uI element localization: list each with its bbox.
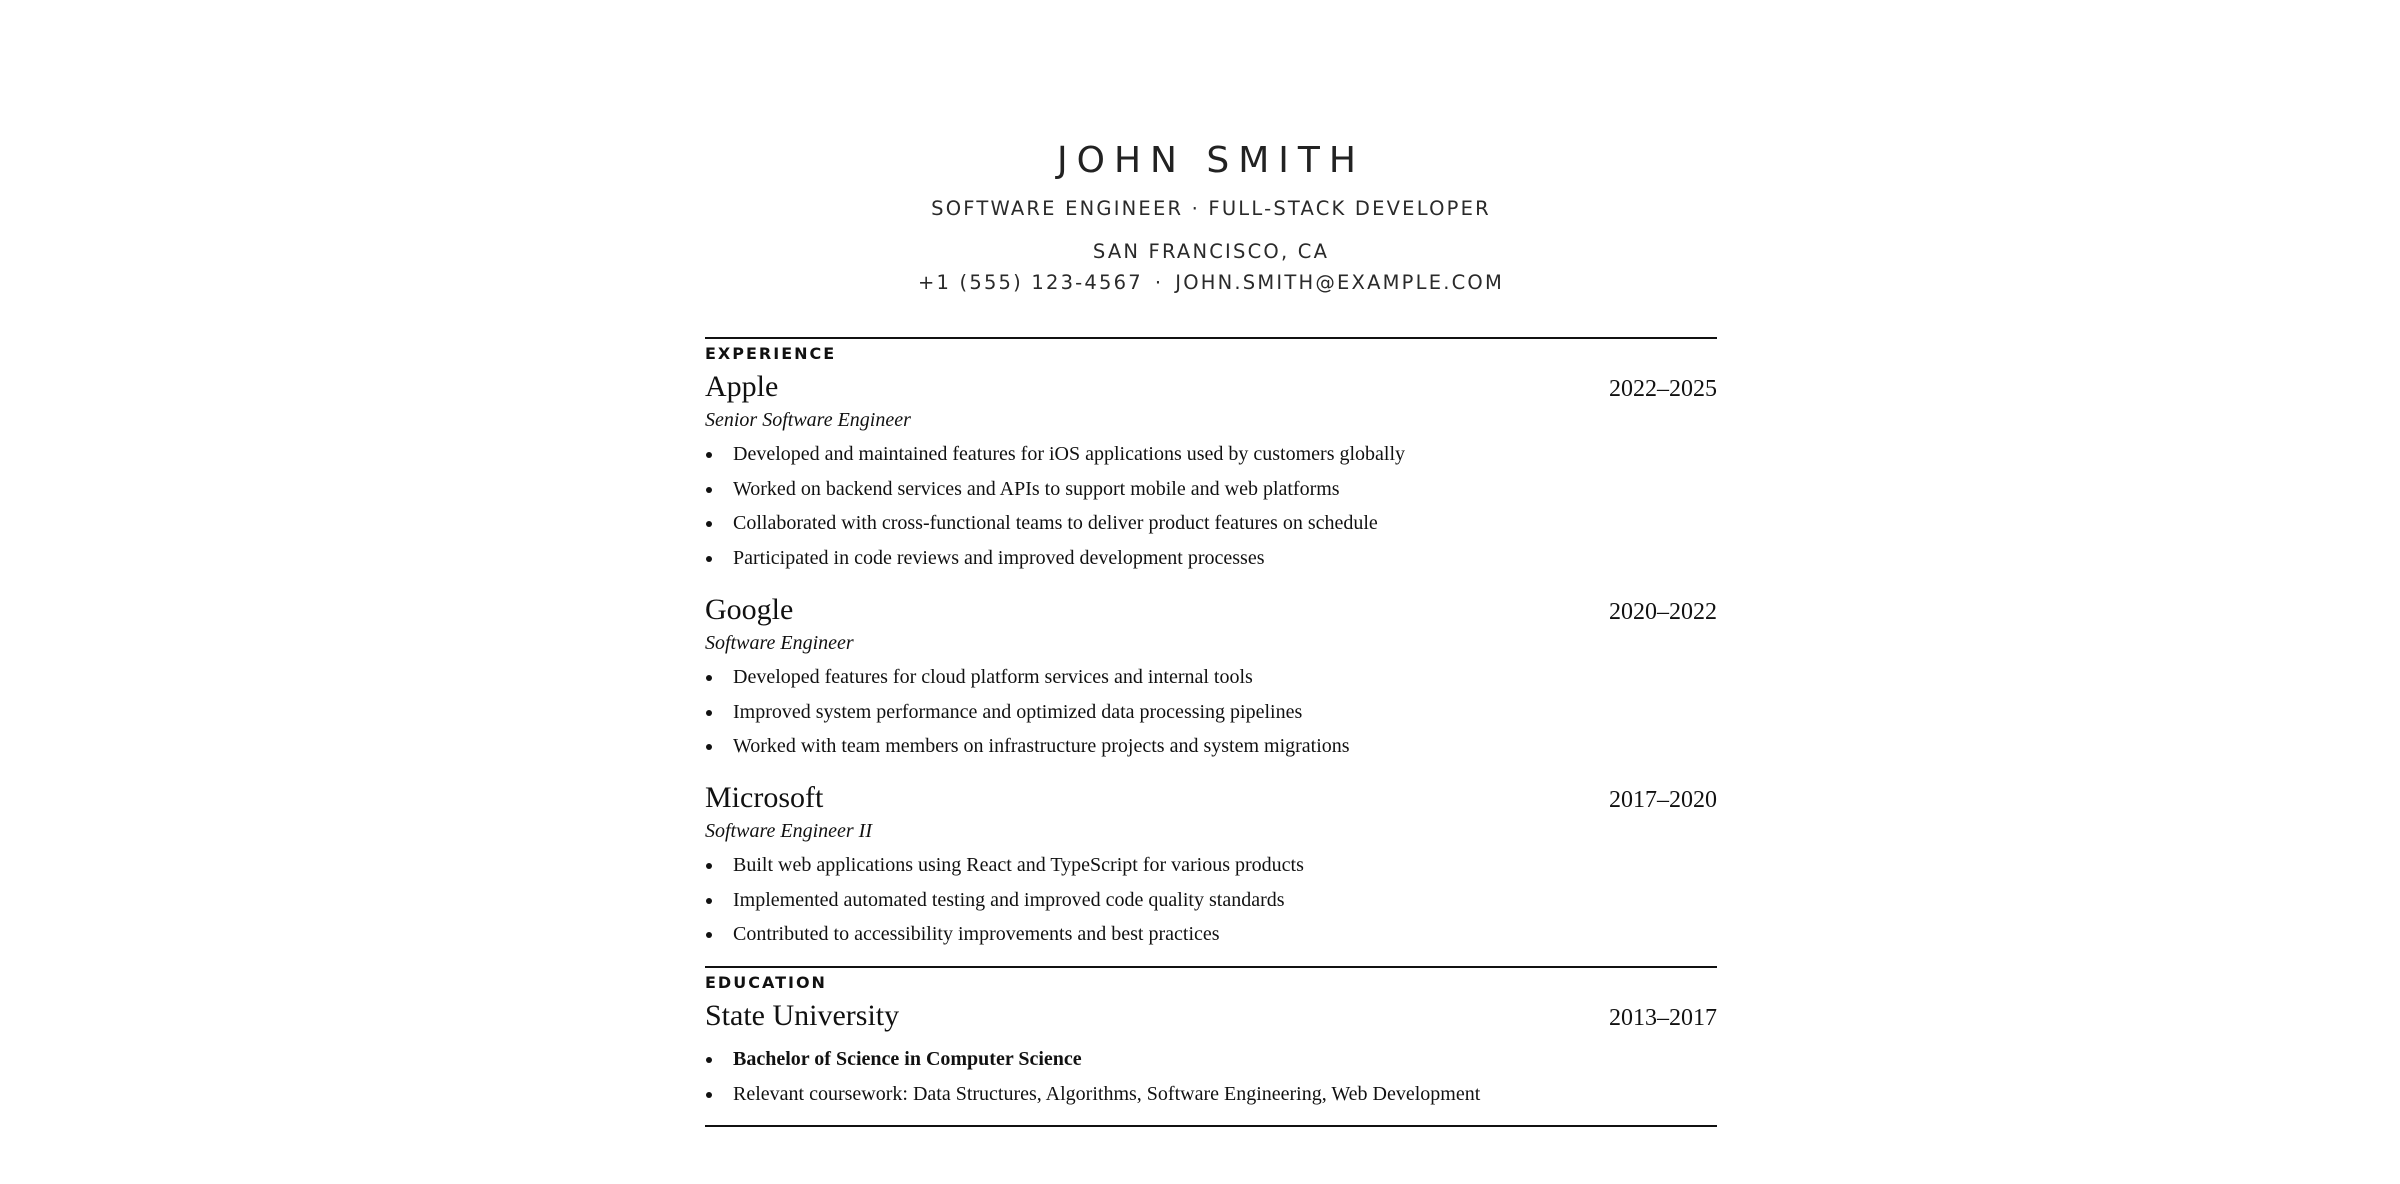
job-dates: 2017–2020 [1609, 786, 1717, 813]
phone-number: +1 (555) 123-4567 [917, 271, 1143, 294]
job-dates: 2020–2022 [1609, 598, 1717, 625]
candidate-location: SAN FRANCISCO, CA [1092, 240, 1330, 263]
contact-line [705, 270, 1717, 296]
resume-page [705, 0, 1717, 1127]
job-bullet: Collaborated with cross-functional teams to deliver product features on schedule [705, 506, 1717, 541]
degree-bullet: Bachelor of Science in Computer Science [705, 1042, 1717, 1077]
job-bullets [705, 437, 1717, 576]
resume-header [705, 136, 1717, 296]
education-section [705, 966, 1717, 1111]
job-header [705, 778, 1717, 820]
job-role: Senior Software Engineer [705, 409, 911, 431]
job-bullet: Built web applications using React and TypeScript for various products [705, 848, 1717, 883]
bottom-divider [705, 1125, 1717, 1127]
job-bullets [705, 660, 1717, 764]
job-entry [705, 590, 1717, 764]
job-bullet: Improved system performance and optimized data processing pipelines [705, 695, 1717, 730]
education-dates: 2013–2017 [1609, 1005, 1717, 1032]
job-bullet: Worked with team members on infrastructure projects and system migrations [705, 729, 1717, 764]
education-entry [705, 996, 1717, 1111]
job-bullets [705, 848, 1717, 952]
experience-section [705, 337, 1717, 952]
job-entry [705, 367, 1717, 576]
job-bullet: Participated in code reviews and improved development processes [705, 541, 1717, 576]
section-title-education: EDUCATION [705, 973, 827, 993]
job-header [705, 590, 1717, 632]
company-name: Apple [705, 370, 779, 403]
school-name: State University [705, 999, 900, 1033]
job-bullet: Developed features for cloud platform services and internal tools [705, 660, 1717, 695]
education-bullets [705, 1042, 1717, 1111]
company-name: Microsoft [705, 780, 824, 814]
contact-separator: · [1154, 271, 1164, 294]
candidate-name: JOHN SMITH [1057, 140, 1365, 181]
email-address: JOHN.SMITH@EXAMPLE.COM [1175, 271, 1505, 294]
job-header [705, 367, 1717, 409]
candidate-tagline: SOFTWARE ENGINEER · FULL-STACK DEVELOPER [931, 197, 1491, 220]
job-role: Software Engineer II [705, 819, 873, 842]
education-header [705, 996, 1717, 1038]
job-dates: 2022–2025 [1609, 376, 1717, 402]
job-bullet: Contributed to accessibility improvements and best practices [705, 917, 1717, 952]
coursework-bullet: Relevant coursework: Data Structures, Algorithms, Software Engineering, Web Development [705, 1077, 1717, 1112]
job-bullet: Developed and maintained features for iOS applications used by customers globally [705, 437, 1717, 472]
job-entry [705, 778, 1717, 952]
job-bullet: Worked on backend services and APIs to support mobile and web platforms [705, 472, 1717, 507]
job-bullet: Implemented automated testing and improved code quality standards [705, 883, 1717, 918]
section-title-experience: EXPERIENCE [705, 344, 837, 363]
company-name: Google [705, 592, 794, 626]
job-role: Software Engineer [705, 631, 854, 654]
